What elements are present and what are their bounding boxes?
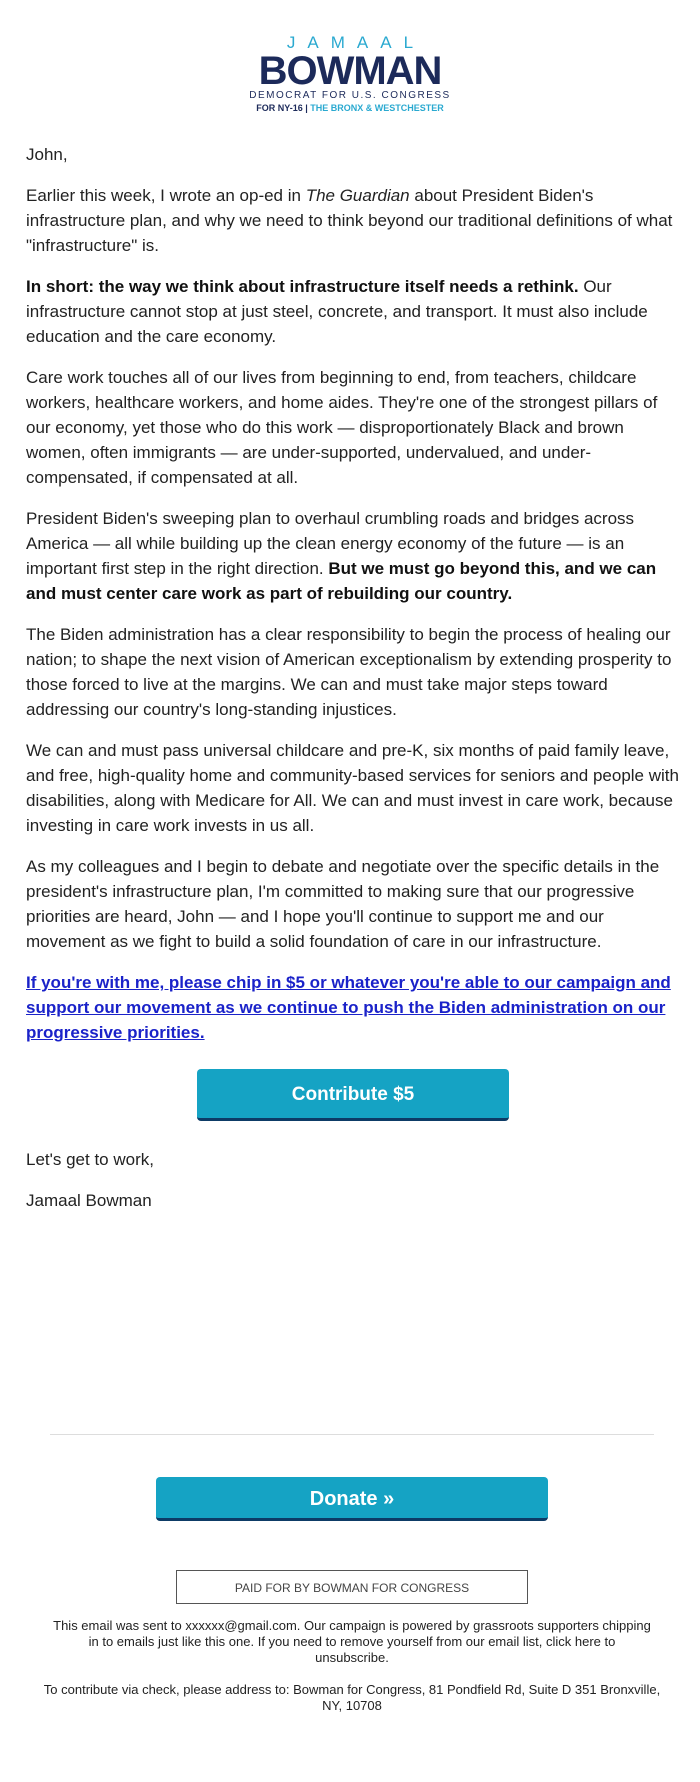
donate-button[interactable]: Donate » bbox=[156, 1477, 548, 1521]
logo-district: FOR NY-16 bbox=[256, 103, 303, 113]
donate-link[interactable]: If you're with me, please chip in $5 or whatever you're able to our campaign and support our movement as we continue to push the Biden administration on our progressive priorities. bbox=[26, 973, 671, 1042]
greeting: John, bbox=[26, 145, 68, 164]
footer-divider bbox=[50, 1434, 654, 1435]
logo-last-name: BOWMAN bbox=[258, 49, 442, 93]
logo-district-line bbox=[0, 102, 700, 114]
paragraph-1 bbox=[26, 183, 680, 258]
footer-notice: This email was sent to xxxxxx@gmail.com. Our campaign is powered by grassroots supporters chipping in to emails just like this one. If you need to remove yourself from our email list, click here to unsubscribe. bbox=[53, 1618, 651, 1665]
paragraph-2-end: Our infrastructure cannot stop at just steel, concrete, and transport. It must also include education and the care economy. bbox=[26, 277, 648, 346]
contribute-button-wrap bbox=[26, 1069, 680, 1121]
paragraph-4-bold: But we must go beyond this, and we can and must center care work as part of rebuilding our country. bbox=[26, 559, 657, 603]
paid-for-disclaimer: PAID FOR BY BOWMAN FOR CONGRESS bbox=[176, 1570, 528, 1604]
paragraph-7: As my colleagues and I begin to debate and negotiate over the specific details in the president's infrastructure plan, I'm committed to making sure that our progressive priorities are heard, John — and I hope you'll continue to support me and our movement as we fight to build a solid foundation of care in our infrastructure. bbox=[26, 857, 660, 951]
paragraph-6: We can and must pass universal childcare and pre-K, six months of paid family leave, and free, high-quality home and community-based services for seniors and people with disabilities, along with Medicare for All. We can and must invest in care work, because investing in care work invests in us all. bbox=[26, 741, 679, 835]
paragraph-1-end: about President Biden's infrastructure plan, and why we need to think beyond our traditional definitions of what "infrastructure" is. bbox=[26, 186, 673, 255]
closing-line: Let's get to work, bbox=[26, 1150, 154, 1169]
paragraph-2-bold: In short: the way we think about infrastructure itself needs a rethink. bbox=[26, 277, 579, 296]
logo-region: THE BRONX & WESTCHESTER bbox=[310, 103, 444, 113]
publication-name: The Guardian bbox=[305, 186, 410, 205]
logo-separator: | bbox=[305, 103, 311, 113]
paragraph-3: Care work touches all of our lives from beginning to end, from teachers, childcare workers, healthcare workers, and home aides. They're one of the strongest pillars of our economy, yet those who do this work — disproportionately Black and brown women, often immigrants — are under-supported, undervalued, and under-compensated, if compensated at all. bbox=[26, 368, 658, 487]
paragraph-5: The Biden administration has a clear responsibility to begin the process of healing our nation; to shape the next vision of American exceptionalism by extending prosperity to those forced to live at the margins. We can and must take major steps toward addressing our country's long-standing injustices. bbox=[26, 625, 672, 719]
footer-address: To contribute via check, please address to: Bowman for Congress, 81 Pondfield Rd, Suite D 351 Bronxville, NY, 10708 bbox=[43, 1682, 661, 1713]
paragraph-1-start: Earlier this week, I wrote an op-ed in bbox=[26, 186, 306, 205]
signature: Jamaal Bowman bbox=[26, 1191, 152, 1210]
cta-paragraph bbox=[26, 970, 680, 1045]
paragraph-4-start: President Biden's sweeping plan to overhaul crumbling roads and bridges across America — all while building up the clean energy economy of the future — is an important first step in the right direction. bbox=[26, 509, 635, 578]
email-body bbox=[26, 142, 680, 1229]
logo-first-name: JAMAAL bbox=[286, 33, 426, 52]
paragraph-4 bbox=[26, 506, 680, 606]
campaign-logo bbox=[0, 34, 700, 114]
logo-subtitle: DEMOCRAT FOR U.S. CONGRESS bbox=[249, 90, 451, 101]
contribute-button[interactable]: Contribute $5 bbox=[197, 1069, 509, 1121]
paragraph-2 bbox=[26, 274, 680, 349]
